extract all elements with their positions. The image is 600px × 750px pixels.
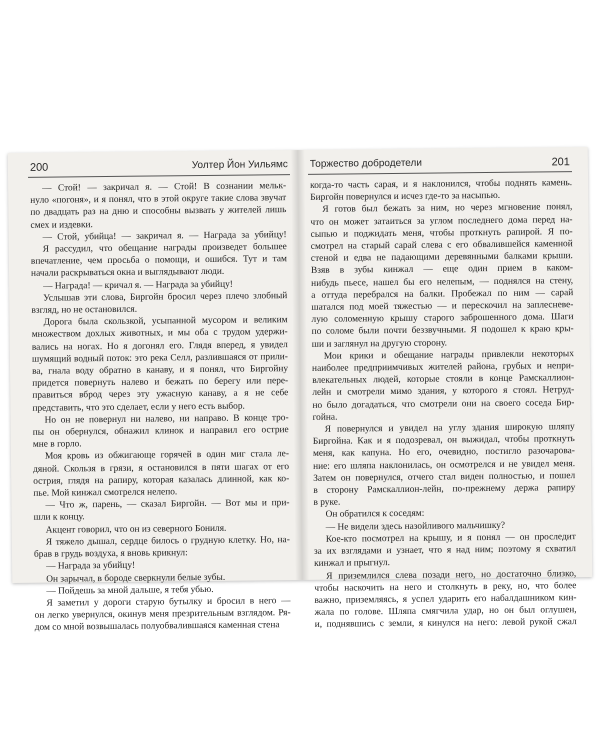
right-header-rule: [308, 171, 572, 175]
text-line: шли к концу.: [33, 512, 85, 524]
text-line: мне в горло.: [32, 439, 82, 451]
text-line: Но он не повернул ни налево, ни направо. В конце тро-: [44, 412, 289, 426]
text-line: Затем он повернулся, отчего стал виден полностью, и пошел: [313, 470, 576, 484]
text-line: Биргойн повернулся и исчез где-то за насыпью.: [310, 191, 501, 204]
text-line: брав в грудь воздуха, я вновь крикнул:: [33, 548, 188, 560]
text-line: Я приземлился слева позади него, но достаточно близко,: [326, 568, 577, 582]
text-line: но было догадаться, что смотрели они на своего соседа Бир-: [312, 397, 575, 411]
text-line: сыпью и поджидать меня, чтобы проткнуть рапирой. Я по-: [310, 226, 573, 240]
text-line: представить, что это сделает, если у него есть выбор.: [32, 401, 245, 414]
text-line: по двадцать раз на дню и способны вызвать у жителей лишь: [30, 205, 287, 219]
text-line: в руке.: [313, 497, 341, 509]
text-line: Мои крики и обещание награды привлекли некоторых: [323, 348, 574, 362]
text-line: кинжал и прыгнул.: [314, 558, 390, 570]
text-line: шатался под моей тяжестью — и перескочил на заплесневе-: [311, 300, 574, 313]
text-line: — Награда! — кричал я. — Награда за убийцу!: [43, 279, 233, 292]
text-line: в сторону Рамскаллион-лейн, по-прежнему держа рапиру: [313, 483, 576, 496]
text-line: придется повернуть налево и бежать по берегу или пере-: [32, 376, 289, 390]
right-page: [298, 147, 592, 631]
text-line: гойна.: [312, 412, 338, 423]
right-page-number: 201: [551, 156, 570, 169]
text-line: — Не видели здесь назойливого мальчишку?: [325, 520, 506, 533]
text-line: что он может затаиться за углом последнего дома перед на-: [310, 214, 573, 228]
text-line: смех и издевки.: [30, 219, 93, 231]
text-line: Взяв в зубы кинжал — еще один прием в каком-: [310, 263, 574, 277]
text-line: — Что ж, парень, — сказал Биргойн. — Вот мы и при-: [45, 498, 290, 511]
text-line: стеной и едва не падающими деревянными балками крыши.: [310, 251, 573, 265]
text-line: ва, гнала воду обратно в канаву, и я понял, что Биргойну: [32, 364, 289, 377]
text-line: Я повернулся и увидел на углу здания широкую шляпу: [324, 422, 575, 435]
text-line: начали раскрываться окна и выглядывают люди.: [30, 267, 225, 280]
text-line: впечатление, чем просьба о помощи, и ошибся. Тут и там: [30, 254, 287, 268]
text-line: ши и заглянул на другую сторону.: [311, 338, 448, 350]
text-line: Он зарычал, в бороде сверкнули белые зубы.: [46, 572, 226, 585]
text-line: нибудь пьесе, нашел бы его нелепым, — поднялся на стену,: [311, 275, 574, 289]
text-line: — Пойдешь за мной дальше, я тебя убью.: [46, 584, 214, 597]
text-line: жала по голове. Шляпа смягчила удар, но он был оглушен,: [314, 605, 577, 618]
text-line: Биргойна. Как и я подозревал, он выжидал, чтобы проткнуть: [312, 434, 575, 448]
text-line: Я готов был бежать за ним, но через мгновение понял,: [322, 202, 573, 216]
text-line: шумящий водный поток: это река Селл, разлившаяся от прили-: [31, 351, 288, 365]
text-line: Услышав эти слова, Биргойн бросил через плечо злобный: [43, 290, 288, 304]
text-line: множеством дохлых животных, и мы оба с трудом удержи-: [31, 327, 288, 341]
text-line: важно, приземляясь, я успел ударить его набалдашником кин-: [314, 593, 577, 606]
text-line: Дорога была скользкой, усыпанной мусором и великим: [43, 315, 288, 328]
left-page-number: 200: [29, 161, 49, 174]
text-line: острия, глядя на рапиру, которая казалась длинной, как ко-: [33, 473, 290, 487]
text-line: по соломе были почти беззвучными. Я подошел к краю кры-: [311, 324, 574, 338]
text-line: смотрел на старый сарай слева с его обвалившейся каменной: [310, 239, 573, 252]
right-page-body: [310, 177, 577, 631]
text-line: — Стой, убийца! — закричал я. — Награда за убийцу!: [42, 229, 287, 243]
right-running-title: Торжество добродетели: [309, 157, 422, 170]
text-line: Кое-кто посмотрел на крышу, и я понял — он проследит: [325, 532, 576, 545]
text-line: дяной. Скользя в грязи, я остановился в пяти шагах от его: [33, 461, 290, 475]
text-line: нуло «погоня», и я понял, что в этой округе такие слова звучат: [30, 193, 287, 207]
text-line: меня, как капуна. Но его, очевидно, постигло разочарова-: [312, 446, 575, 460]
text-line: Я заметил у дороги старую бутылку и бросил в него —: [46, 596, 291, 609]
book-spread: [8, 147, 592, 634]
left-running-title: Уолтер Йон Уильямс: [191, 159, 288, 172]
text-line: взгляд, но не остановился.: [31, 304, 138, 316]
text-line: пы он обернулся, обнажил клинок и направил его острие: [32, 425, 289, 438]
text-line: чтобы наскочить на него и столкнуть в реку, но, что более: [314, 580, 577, 594]
text-line: Акцент говорил, что он из северного Бониля.: [45, 523, 227, 536]
left-page-header: [30, 158, 288, 175]
text-line: лую соломенную крышу старого заброшенного дома. Шаги: [311, 312, 574, 326]
text-line: вались на ногах. Но я догонял его. Глядя вперед, я увидел: [31, 339, 288, 353]
text-line: а оттуда перебрался на балки. Пробежал по ним — сарай: [311, 287, 574, 301]
text-line: — Награда за убийцу!: [46, 561, 136, 572]
right-page-header: [310, 155, 570, 172]
text-line: Моя кровь из обжигающе горячей в один миг стала ле-: [44, 449, 289, 463]
text-line: — Стой! — закричал я. — Стой! В сознании мельк-: [42, 181, 287, 194]
text-line: влекательных людей, которые стояли в конце Рамскаллион-: [312, 373, 575, 387]
text-line: Я рассудил, что обещание награды произведет большее: [42, 242, 287, 255]
text-line: за их взглядами и узнает, что я над ним; поэтому я схватил: [313, 544, 576, 557]
left-page-body: [30, 180, 291, 634]
text-line: и, поднявшись с земли, я кинулся на него: левой рукой сжал: [314, 617, 577, 631]
text-line: наиболее предприимчивых жителей района, грубых и непри-: [311, 361, 575, 374]
left-page: [8, 150, 302, 634]
text-line: Я тяжело дышал, сердце билось о грудную клетку. Но, на-: [45, 535, 290, 548]
text-line: пье. Мой кинжал смотрелся нелепо.: [33, 487, 178, 499]
text-line: лейн и смотрели мимо здания, у которого я стоял. Нетруд-: [312, 385, 575, 399]
left-header-rule: [28, 174, 290, 178]
text-line: он легко увернулся, окинув меня презрительным взглядом. Ря-: [34, 608, 291, 621]
text-line: когда-то часть сарая, и я наклонился, чтобы поднять камень.: [310, 178, 573, 191]
text-line: правиться вброд через эту ужасную канаву, а я не себе: [32, 388, 289, 402]
text-line: ние: его шляпа наклонилась, он осмотрелся и не увидел меня.: [313, 458, 576, 472]
text-line: дом со мной возвышалась полуобвалившаяся каменная стена: [34, 620, 280, 634]
text-line: Он обратился к соседям:: [325, 509, 425, 521]
